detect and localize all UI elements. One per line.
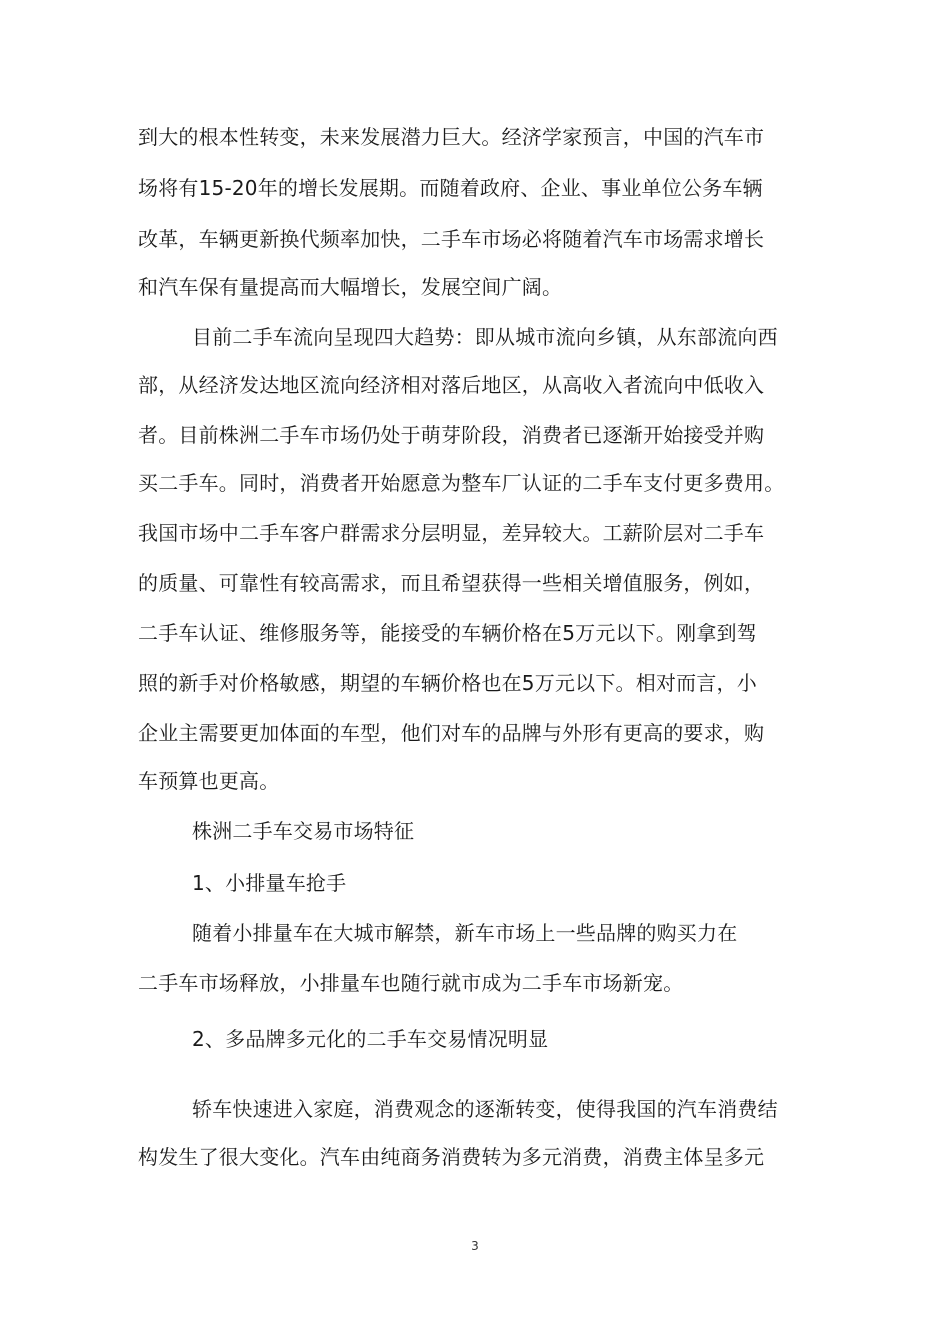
paragraph-line: 部，从经济发达地区流向经济相对落后地区，从高收入者流向中低收入 xyxy=(138,373,765,397)
page-number: 3 xyxy=(471,1239,479,1253)
paragraph-line: 照的新手对价格敏感，期望的车辆价格也在5万元以下。相对而言，小 xyxy=(138,671,757,695)
paragraph-line: 目前二手车流向呈现四大趋势：即从城市流向乡镇，从东部流向西 xyxy=(192,325,778,349)
paragraph-line: 二手车认证、维修服务等，能接受的车辆价格在5万元以下。刚拿到驾 xyxy=(138,621,757,645)
paragraph-line: 买二手车。同时，消费者开始愿意为整车厂认证的二手车支付更多费用。 xyxy=(138,471,785,495)
paragraph-line: 轿车快速进入家庭，消费观念的逐渐转变，使得我国的汽车消费结 xyxy=(192,1097,778,1121)
paragraph-line: 我国市场中二手车客户群需求分层明显，差异较大。工薪阶层对二手车 xyxy=(138,521,765,545)
subsection-heading: 2、多品牌多元化的二手车交易情况明显 xyxy=(192,1027,549,1051)
paragraph-line: 改革，车辆更新换代频率加快，二手车市场必将随着汽车市场需求增长 xyxy=(138,227,765,251)
paragraph-line: 企业主需要更加体面的车型，他们对车的品牌与外形有更高的要求，购 xyxy=(138,721,765,745)
paragraph-line: 者。目前株洲二手车市场仍处于萌芽阶段，消费者已逐渐开始接受并购 xyxy=(138,423,765,447)
section-heading: 株洲二手车交易市场特征 xyxy=(192,819,415,843)
paragraph-line: 和汽车保有量提高而大幅增长，发展空间广阔。 xyxy=(138,275,563,299)
paragraph-line: 场将有15-20年的增长发展期。而随着政府、企业、事业单位公务车辆 xyxy=(138,176,763,200)
paragraph-line: 到大的根本性转变，未来发展潜力巨大。经济学家预言，中国的汽车市 xyxy=(138,125,765,149)
subsection-heading: 1、小排量车抢手 xyxy=(192,871,347,895)
paragraph-line: 二手车市场释放，小排量车也随行就市成为二手车市场新宠。 xyxy=(138,971,684,995)
paragraph-line: 随着小排量车在大城市解禁，新车市场上一些品牌的购买力在 xyxy=(192,921,738,945)
paragraph-line: 车预算也更高。 xyxy=(138,769,280,793)
paragraph-line: 构发生了很大变化。汽车由纯商务消费转为多元消费，消费主体呈多元 xyxy=(138,1145,765,1169)
paragraph-line: 的质量、可靠性有较高需求，而且希望获得一些相关增值服务，例如， xyxy=(138,571,765,595)
